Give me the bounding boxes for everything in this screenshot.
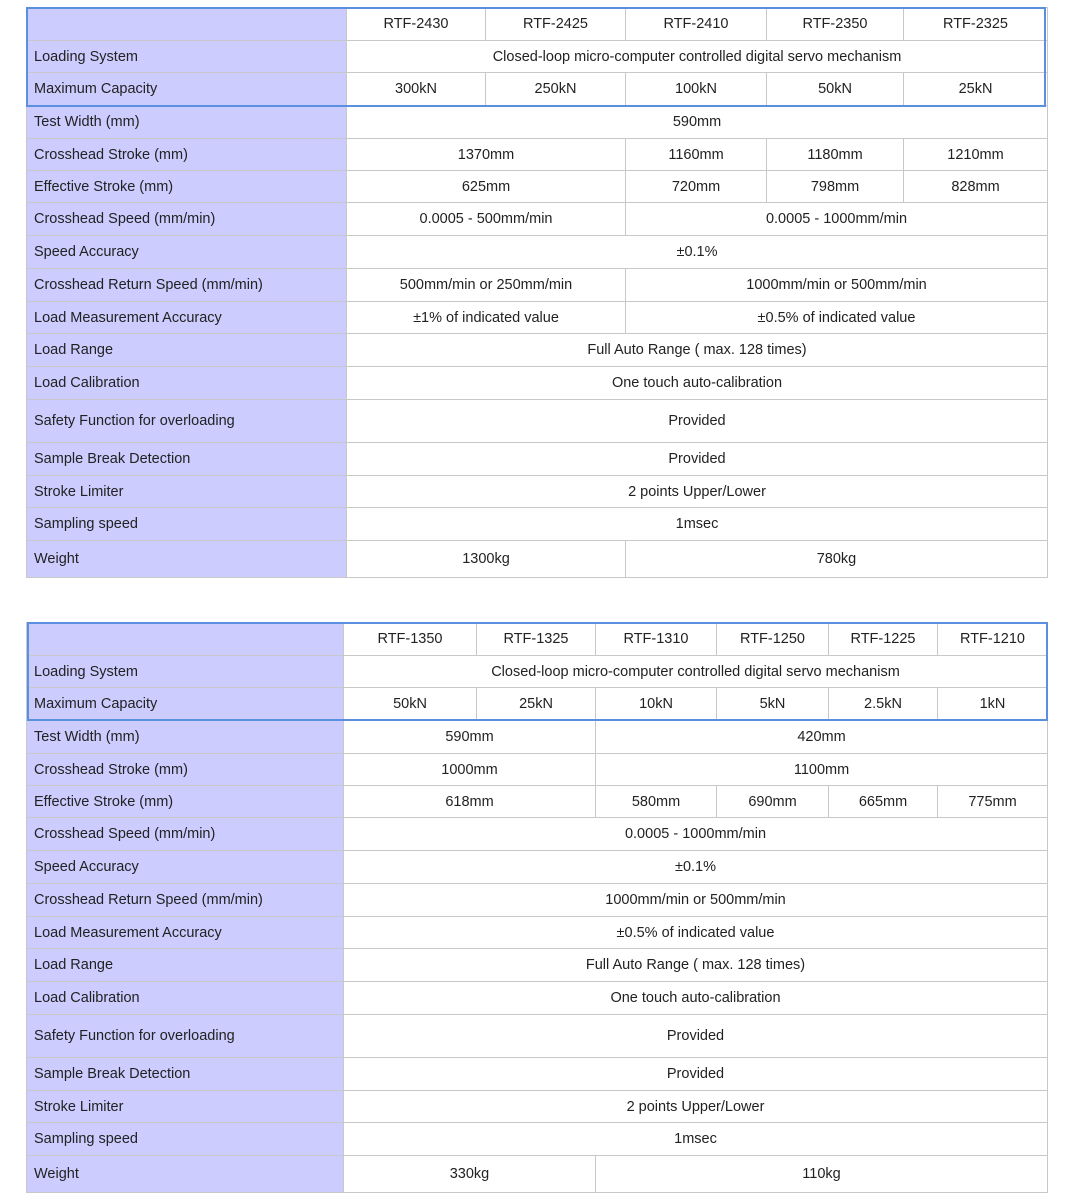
cell-value: Full Auto Range ( max. 128 times) <box>347 334 1048 367</box>
table-row <box>27 1156 1048 1193</box>
cell-value: 665mm <box>829 786 938 818</box>
cell-value: ±0.5% of indicated value <box>344 917 1048 949</box>
cell-value: 0.0005 - 1000mm/min <box>626 203 1048 236</box>
cell-value: 590mm <box>344 721 596 754</box>
table-header-row <box>27 8 1048 41</box>
cell-value: 828mm <box>904 171 1048 203</box>
cell-value: 1000mm <box>344 754 596 786</box>
cell-value: 100kN <box>626 73 767 106</box>
cell-value: 25kN <box>904 73 1048 106</box>
row-label: Weight <box>27 541 347 578</box>
header-corner-cell <box>27 623 344 656</box>
table-row <box>27 541 1048 578</box>
table-row <box>27 721 1048 754</box>
cell-value: 720mm <box>626 171 767 203</box>
row-label: Crosshead Return Speed (mm/min) <box>27 269 347 302</box>
row-label: Loading System <box>27 41 347 73</box>
cell-value: 1msec <box>347 508 1048 541</box>
cell-value: 780kg <box>626 541 1048 578</box>
table-row <box>27 400 1048 443</box>
table-row <box>27 171 1048 203</box>
row-label: Crosshead Stroke (mm) <box>27 139 347 171</box>
table-row <box>27 786 1048 818</box>
table-row <box>27 508 1048 541</box>
table-row <box>27 106 1048 139</box>
row-label: Crosshead Stroke (mm) <box>27 754 344 786</box>
row-label: Crosshead Return Speed (mm/min) <box>27 884 344 917</box>
row-label: Sampling speed <box>27 1123 344 1156</box>
table-row <box>27 73 1048 106</box>
table-row <box>27 203 1048 236</box>
model-header: RTF-1210 <box>938 623 1048 656</box>
cell-value: 5kN <box>717 688 829 721</box>
table-row <box>27 818 1048 851</box>
cell-value: Provided <box>344 1058 1048 1091</box>
cell-value: 250kN <box>486 73 626 106</box>
table-row <box>27 1091 1048 1123</box>
cell-value: 1000mm/min or 500mm/min <box>626 269 1048 302</box>
row-label: Sample Break Detection <box>27 443 347 476</box>
row-label: Load Calibration <box>27 982 344 1015</box>
row-label: Test Width (mm) <box>27 721 344 754</box>
cell-value: 500mm/min or 250mm/min <box>347 269 626 302</box>
table-row <box>27 754 1048 786</box>
cell-value: 2.5kN <box>829 688 938 721</box>
cell-value: 1180mm <box>767 139 904 171</box>
cell-value: 775mm <box>938 786 1048 818</box>
row-label: Load Measurement Accuracy <box>27 302 347 334</box>
row-label: Maximum Capacity <box>27 688 344 721</box>
row-label: Crosshead Speed (mm/min) <box>27 203 347 236</box>
model-header: RTF-1250 <box>717 623 829 656</box>
model-header: RTF-2430 <box>347 8 486 41</box>
cell-value: 590mm <box>347 106 1048 139</box>
cell-value: 1370mm <box>347 139 626 171</box>
row-label: Load Range <box>27 334 347 367</box>
row-label: Weight <box>27 1156 344 1193</box>
cell-value: 0.0005 - 1000mm/min <box>344 818 1048 851</box>
table-row <box>27 688 1048 721</box>
model-header: RTF-1225 <box>829 623 938 656</box>
table-row <box>27 476 1048 508</box>
row-label: Load Calibration <box>27 367 347 400</box>
table-row <box>27 1123 1048 1156</box>
cell-value: One touch auto-calibration <box>347 367 1048 400</box>
cell-value: Provided <box>347 443 1048 476</box>
cell-value: 50kN <box>767 73 904 106</box>
cell-value: One touch auto-calibration <box>344 982 1048 1015</box>
model-header: RTF-2425 <box>486 8 626 41</box>
spec-table-wrap-2 <box>26 622 1047 1193</box>
table-row <box>27 982 1048 1015</box>
cell-value: ±0.1% <box>344 851 1048 884</box>
row-label: Speed Accuracy <box>27 236 347 269</box>
cell-value: 690mm <box>717 786 829 818</box>
table-row <box>27 1015 1048 1058</box>
cell-value: 618mm <box>344 786 596 818</box>
cell-value: Full Auto Range ( max. 128 times) <box>344 949 1048 982</box>
model-header: RTF-2410 <box>626 8 767 41</box>
cell-value: 625mm <box>347 171 626 203</box>
table-row <box>27 884 1048 917</box>
row-label: Stroke Limiter <box>27 1091 344 1123</box>
cell-value: 2 points Upper/Lower <box>344 1091 1048 1123</box>
cell-value: 420mm <box>596 721 1048 754</box>
cell-value: 25kN <box>477 688 596 721</box>
table-row <box>27 1058 1048 1091</box>
cell-value: 1000mm/min or 500mm/min <box>344 884 1048 917</box>
cell-value: 50kN <box>344 688 477 721</box>
row-label: Safety Function for overloading <box>27 1015 344 1058</box>
row-label: Test Width (mm) <box>27 106 347 139</box>
table-header-row <box>27 623 1048 656</box>
table-row <box>27 443 1048 476</box>
row-label: Load Range <box>27 949 344 982</box>
cell-value: 1160mm <box>626 139 767 171</box>
cell-value: 110kg <box>596 1156 1048 1193</box>
row-label: Safety Function for overloading <box>27 400 347 443</box>
model-header: RTF-2325 <box>904 8 1048 41</box>
model-header: RTF-1310 <box>596 623 717 656</box>
cell-value: 580mm <box>596 786 717 818</box>
row-label: Effective Stroke (mm) <box>27 171 347 203</box>
cell-value: 330kg <box>344 1156 596 1193</box>
table-row <box>27 656 1048 688</box>
table-row <box>27 236 1048 269</box>
cell-value: ±1% of indicated value <box>347 302 626 334</box>
spec-table-rtf-2000-series <box>26 7 1048 578</box>
cell-value: 1210mm <box>904 139 1048 171</box>
table-row <box>27 269 1048 302</box>
cell-value: 300kN <box>347 73 486 106</box>
table-row <box>27 139 1048 171</box>
row-label: Maximum Capacity <box>27 73 347 106</box>
table-row <box>27 917 1048 949</box>
row-label: Load Measurement Accuracy <box>27 917 344 949</box>
table-row <box>27 334 1048 367</box>
cell-value: 1kN <box>938 688 1048 721</box>
cell-value: ±0.1% <box>347 236 1048 269</box>
row-label: Crosshead Speed (mm/min) <box>27 818 344 851</box>
table-row <box>27 367 1048 400</box>
model-header: RTF-2350 <box>767 8 904 41</box>
cell-value: Closed-loop micro-computer controlled digital servo mechanism <box>347 41 1048 73</box>
table-row <box>27 949 1048 982</box>
cell-value: 798mm <box>767 171 904 203</box>
cell-value: 0.0005 - 500mm/min <box>347 203 626 236</box>
row-label: Speed Accuracy <box>27 851 344 884</box>
table-row <box>27 302 1048 334</box>
row-label: Loading System <box>27 656 344 688</box>
spec-table-rtf-1000-series <box>26 622 1048 1193</box>
model-header: RTF-1325 <box>477 623 596 656</box>
row-label: Sampling speed <box>27 508 347 541</box>
row-label: Stroke Limiter <box>27 476 347 508</box>
cell-value: Provided <box>347 400 1048 443</box>
table-row <box>27 851 1048 884</box>
cell-value: 1100mm <box>596 754 1048 786</box>
header-corner-cell <box>27 8 347 41</box>
row-label: Sample Break Detection <box>27 1058 344 1091</box>
cell-value: ±0.5% of indicated value <box>626 302 1048 334</box>
cell-value: Closed-loop micro-computer controlled digital servo mechanism <box>344 656 1048 688</box>
cell-value: 1300kg <box>347 541 626 578</box>
row-label: Effective Stroke (mm) <box>27 786 344 818</box>
table-row <box>27 41 1048 73</box>
cell-value: 10kN <box>596 688 717 721</box>
cell-value: Provided <box>344 1015 1048 1058</box>
cell-value: 1msec <box>344 1123 1048 1156</box>
model-header: RTF-1350 <box>344 623 477 656</box>
cell-value: 2 points Upper/Lower <box>347 476 1048 508</box>
spec-table-wrap-1 <box>26 7 1047 578</box>
